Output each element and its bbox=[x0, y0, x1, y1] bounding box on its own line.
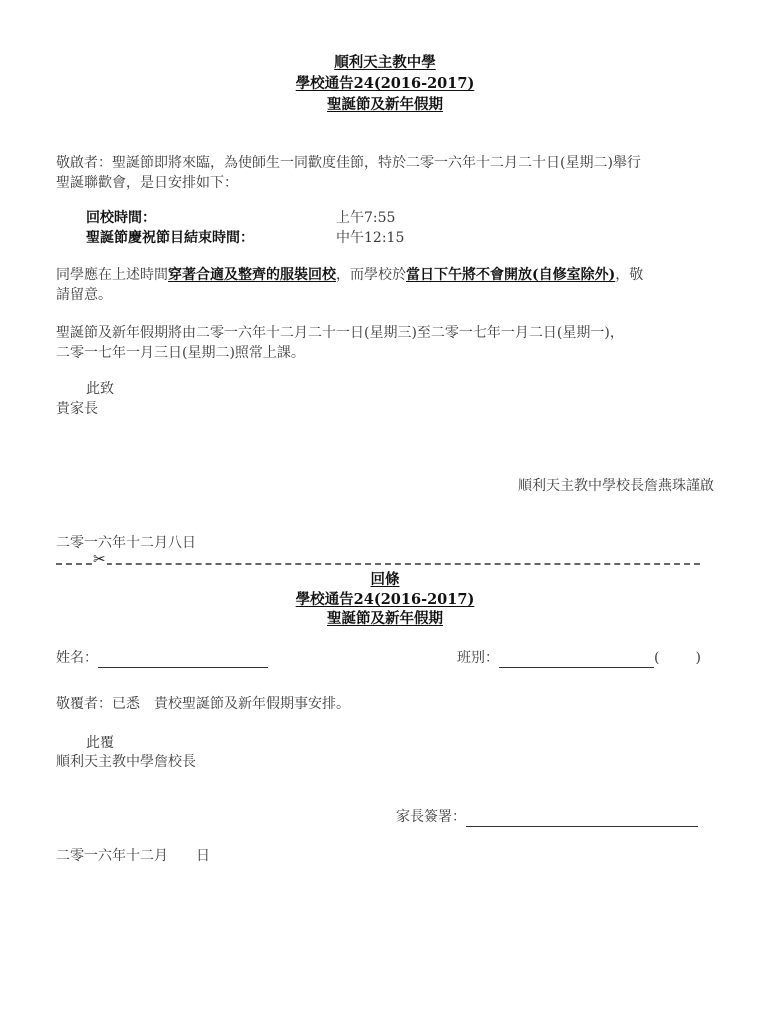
school-name: 順利天主教中學 bbox=[334, 54, 436, 71]
reply-closing-salutation: 此覆 bbox=[86, 735, 114, 751]
intro-line-2: 聖誕聯歡會，是日安排如下： bbox=[56, 175, 238, 191]
reply-subject: 聖誕節及新年假期 bbox=[327, 610, 443, 627]
name-field[interactable] bbox=[98, 653, 268, 668]
intro-line-1: 敬啟者：聖誕節即將來臨，為使師生一同歡度佳節，特於二零一六年十二月二十日(星期二)舉行 bbox=[56, 155, 641, 171]
name-label: 姓名： bbox=[56, 650, 98, 666]
notice-date: 二零一六年十二月八日 bbox=[56, 535, 196, 551]
schedule-value-return: 上午7:55 bbox=[336, 210, 396, 226]
notice-number: 學校通告24(2016-2017) bbox=[295, 75, 475, 92]
closing-recipient: 貴家長 bbox=[56, 401, 98, 417]
class-number-paren-open: ( bbox=[654, 650, 660, 666]
parent-signature-field[interactable] bbox=[466, 812, 698, 827]
holiday-line-1: 聖誕節及新年假期將由二零一六年十二月二十一日(星期三)至二零一七年一月二日(星期一)， bbox=[56, 325, 624, 341]
reminder-text-3: ，敬 bbox=[615, 267, 644, 283]
reminder-text-2: ，而學校於 bbox=[336, 267, 406, 283]
reminder-emphasis-closed: 當日下午將不會開放(自修室除外) bbox=[406, 267, 616, 283]
class-field[interactable] bbox=[499, 653, 654, 668]
reply-notice-number: 學校通告24(2016-2017) bbox=[295, 591, 475, 608]
reminder-emphasis-dress: 穿著合適及整齊的服裝回校 bbox=[168, 267, 336, 283]
class-row bbox=[457, 648, 701, 668]
parent-signature-label: 家長簽署： bbox=[396, 809, 466, 825]
reply-date: 二零一六年十二月 日 bbox=[56, 848, 210, 864]
reply-closing-recipient: 順利天主教中學詹校長 bbox=[56, 754, 196, 770]
reminder-line-1 bbox=[56, 265, 643, 285]
class-label: 班別： bbox=[457, 650, 499, 666]
holiday-line-2: 二零一七年一月三日(星期二)照常上課。 bbox=[56, 345, 305, 361]
schedule-label-return: 回校時間： bbox=[86, 210, 156, 226]
reply-heading: 回條 bbox=[370, 571, 400, 588]
parent-signature-row bbox=[396, 807, 698, 827]
schedule-label-end: 聖誕節慶祝節目結束時間： bbox=[86, 230, 254, 246]
class-number-paren-close: ) bbox=[695, 650, 701, 666]
principal-signature: 順利天主教中學校長詹燕珠謹啟 bbox=[518, 478, 714, 494]
reminder-line-2: 請留意。 bbox=[56, 287, 112, 303]
schedule-value-end: 中午12:15 bbox=[336, 230, 405, 246]
scissors-icon: ✂ bbox=[93, 550, 106, 568]
closing-salutation: 此致 bbox=[86, 381, 114, 397]
notice-subject: 聖誕節及新年假期 bbox=[327, 96, 443, 113]
name-row bbox=[56, 648, 268, 668]
cut-line bbox=[56, 563, 700, 565]
acknowledgement: 敬覆者：已悉 貴校聖誕節及新年假期事安排。 bbox=[56, 696, 350, 712]
reminder-text-1: 同學應在上述時間 bbox=[56, 267, 168, 283]
